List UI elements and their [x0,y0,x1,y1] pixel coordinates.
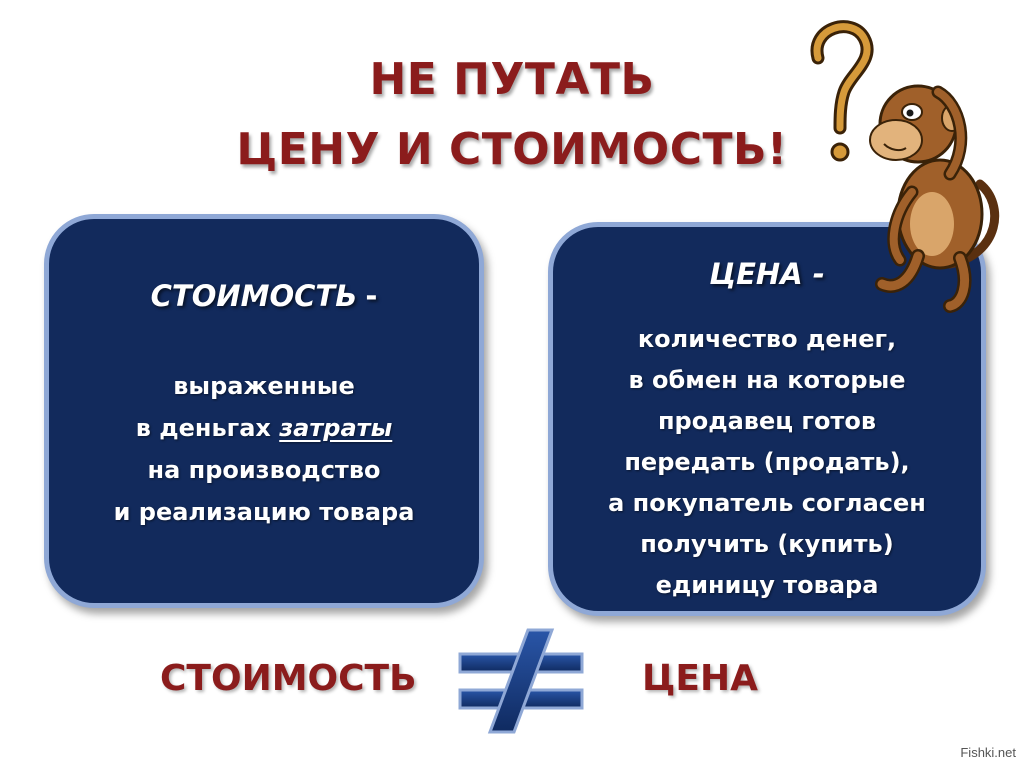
price-heading: ЦЕНА - [709,257,825,291]
price-line: единицу товара [655,571,879,599]
watermark: Fishki.net [960,745,1016,760]
cost-line-3: на производство [147,456,381,484]
cost-line-2-prefix: в деньгах [135,414,280,442]
price-definition-text [553,319,981,606]
bottom-cost-label: СТОИМОСТЬ [160,658,417,699]
cost-line-1: выраженные [173,372,355,400]
price-line: количество денег, [637,325,897,353]
title-line-1: НЕ ПУТАТЬ [369,54,655,105]
thinking-monkey-icon [800,14,1010,314]
bottom-price-label: ЦЕНА [642,658,758,699]
question-mark-icon [817,27,867,160]
cost-emphasis-word: затраты [279,414,393,442]
cost-heading [49,279,479,313]
cost-line-2 [49,407,479,449]
cost-line-4: и реализацию товара [113,498,415,526]
cost-heading-dash: - [365,279,378,313]
cost-definition-card [44,214,484,608]
price-line: в обмен на которые [628,366,906,394]
not-equal-icon [456,626,588,736]
price-line: передать (продать), [624,448,910,476]
price-line: получить (купить) [640,530,894,558]
price-line: продавец готов [657,407,877,435]
price-line: а покупатель согласен [608,489,926,517]
cost-heading-text: СТОИМОСТЬ [150,279,358,313]
title-line-2: ЦЕНУ И СТОИМОСТЬ! [236,124,788,175]
cost-definition-text [49,365,479,533]
